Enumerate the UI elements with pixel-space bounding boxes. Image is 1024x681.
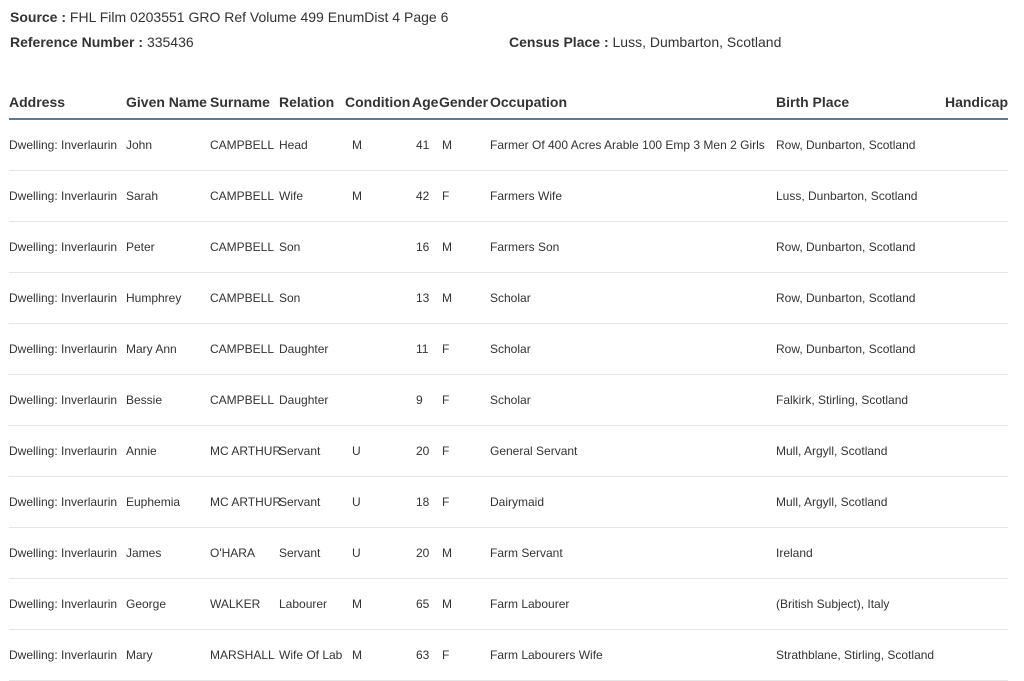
cell-occupation: Farm Labourer xyxy=(490,579,776,630)
cell-given-name: Mary Ann xyxy=(126,324,210,375)
cell-surname: MARSHALL xyxy=(210,630,279,681)
table-row xyxy=(9,222,1008,273)
census-place-line xyxy=(509,34,781,50)
cell-condition: U xyxy=(345,426,412,477)
cell-condition: M xyxy=(345,579,412,630)
cell-occupation: Scholar xyxy=(490,375,776,426)
table-row xyxy=(9,119,1008,171)
cell-birth-place: Mull, Argyll, Scotland xyxy=(776,426,938,477)
cell-age: 41 xyxy=(412,119,439,171)
table-row xyxy=(9,375,1008,426)
cell-age: 65 xyxy=(412,579,439,630)
cell-handicap xyxy=(938,579,1008,630)
cell-surname: CAMPBELL xyxy=(210,375,279,426)
cell-handicap xyxy=(938,375,1008,426)
cell-handicap xyxy=(938,171,1008,222)
cell-given-name: Annie xyxy=(126,426,210,477)
cell-condition: M xyxy=(345,630,412,681)
cell-gender: M xyxy=(439,273,490,324)
census-table xyxy=(9,85,1008,681)
cell-occupation: Farmers Wife xyxy=(490,171,776,222)
cell-handicap xyxy=(938,528,1008,579)
cell-handicap xyxy=(938,426,1008,477)
census-place-label: Census Place : xyxy=(509,34,609,50)
cell-gender: M xyxy=(439,119,490,171)
cell-condition: M xyxy=(345,119,412,171)
col-header-condition: Condition xyxy=(345,85,412,119)
cell-handicap xyxy=(938,273,1008,324)
cell-age: 16 xyxy=(412,222,439,273)
cell-occupation: General Servant xyxy=(490,426,776,477)
cell-handicap xyxy=(938,222,1008,273)
cell-condition: U xyxy=(345,528,412,579)
cell-address: Dwelling: Inverlaurin xyxy=(9,375,126,426)
cell-occupation: Dairymaid xyxy=(490,477,776,528)
cell-condition xyxy=(345,375,412,426)
cell-gender: F xyxy=(439,324,490,375)
table-body xyxy=(9,119,1008,681)
cell-condition xyxy=(345,324,412,375)
cell-relation: Labourer xyxy=(279,579,345,630)
table-row xyxy=(9,630,1008,681)
table-row xyxy=(9,426,1008,477)
source-line xyxy=(10,9,448,25)
cell-relation: Wife xyxy=(279,171,345,222)
cell-given-name: Mary xyxy=(126,630,210,681)
reference-line xyxy=(10,34,194,50)
cell-surname: CAMPBELL xyxy=(210,222,279,273)
cell-occupation: Scholar xyxy=(490,324,776,375)
cell-gender: M xyxy=(439,222,490,273)
cell-gender: M xyxy=(439,528,490,579)
cell-address: Dwelling: Inverlaurin xyxy=(9,528,126,579)
table-row xyxy=(9,324,1008,375)
cell-given-name: Peter xyxy=(126,222,210,273)
table-row xyxy=(9,273,1008,324)
col-header-occupation: Occupation xyxy=(490,85,776,119)
col-header-birth-place: Birth Place xyxy=(776,85,938,119)
cell-birth-place: Row, Dunbarton, Scotland xyxy=(776,273,938,324)
cell-relation: Daughter xyxy=(279,375,345,426)
cell-age: 20 xyxy=(412,528,439,579)
cell-condition xyxy=(345,222,412,273)
col-header-given-name: Given Name xyxy=(126,85,210,119)
cell-age: 20 xyxy=(412,426,439,477)
table-row xyxy=(9,171,1008,222)
col-header-relation: Relation xyxy=(279,85,345,119)
cell-surname: CAMPBELL xyxy=(210,119,279,171)
cell-birth-place: Mull, Argyll, Scotland xyxy=(776,477,938,528)
cell-gender: F xyxy=(439,630,490,681)
col-header-address: Address xyxy=(9,85,126,119)
cell-given-name: Sarah xyxy=(126,171,210,222)
cell-age: 63 xyxy=(412,630,439,681)
cell-age: 18 xyxy=(412,477,439,528)
cell-surname: CAMPBELL xyxy=(210,324,279,375)
cell-surname: MC ARTHUR xyxy=(210,426,279,477)
cell-address: Dwelling: Inverlaurin xyxy=(9,222,126,273)
cell-condition: U xyxy=(345,477,412,528)
cell-handicap xyxy=(938,477,1008,528)
table-row xyxy=(9,579,1008,630)
table-row xyxy=(9,528,1008,579)
reference-label: Reference Number : xyxy=(10,34,144,50)
cell-given-name: George xyxy=(126,579,210,630)
cell-relation: Son xyxy=(279,222,345,273)
cell-relation: Servant xyxy=(279,477,345,528)
cell-surname: WALKER xyxy=(210,579,279,630)
cell-birth-place: Ireland xyxy=(776,528,938,579)
cell-birth-place: Row, Dunbarton, Scotland xyxy=(776,222,938,273)
cell-gender: M xyxy=(439,579,490,630)
reference-value: 335436 xyxy=(146,34,194,50)
table-row xyxy=(9,477,1008,528)
cell-handicap xyxy=(938,119,1008,171)
cell-birth-place: Falkirk, Stirling, Scotland xyxy=(776,375,938,426)
cell-gender: F xyxy=(439,477,490,528)
census-place-value: Luss, Dumbarton, Scotland xyxy=(612,34,782,50)
cell-gender: F xyxy=(439,375,490,426)
cell-surname: CAMPBELL xyxy=(210,273,279,324)
cell-gender: F xyxy=(439,426,490,477)
cell-given-name: Euphemia xyxy=(126,477,210,528)
cell-birth-place: Luss, Dunbarton, Scotland xyxy=(776,171,938,222)
cell-condition xyxy=(345,273,412,324)
cell-gender: F xyxy=(439,171,490,222)
cell-surname: CAMPBELL xyxy=(210,171,279,222)
cell-given-name: Humphrey xyxy=(126,273,210,324)
cell-address: Dwelling: Inverlaurin xyxy=(9,273,126,324)
cell-occupation: Farm Servant xyxy=(490,528,776,579)
cell-surname: O'HARA xyxy=(210,528,279,579)
cell-age: 42 xyxy=(412,171,439,222)
cell-birth-place: (British Subject), Italy xyxy=(776,579,938,630)
cell-relation: Servant xyxy=(279,426,345,477)
cell-occupation: Farmers Son xyxy=(490,222,776,273)
cell-relation: Head xyxy=(279,119,345,171)
cell-birth-place: Row, Dunbarton, Scotland xyxy=(776,324,938,375)
cell-relation: Daughter xyxy=(279,324,345,375)
cell-condition: M xyxy=(345,171,412,222)
cell-relation: Servant xyxy=(279,528,345,579)
cell-given-name: James xyxy=(126,528,210,579)
cell-given-name: Bessie xyxy=(126,375,210,426)
source-label: Source : xyxy=(10,9,67,25)
cell-address: Dwelling: Inverlaurin xyxy=(9,579,126,630)
cell-address: Dwelling: Inverlaurin xyxy=(9,630,126,681)
cell-occupation: Farmer Of 400 Acres Arable 100 Emp 3 Men 2 Girls xyxy=(490,119,776,171)
cell-occupation: Scholar xyxy=(490,273,776,324)
table-header-row xyxy=(9,85,1008,119)
col-header-handicap: Handicap xyxy=(938,85,1008,119)
cell-age: 13 xyxy=(412,273,439,324)
cell-surname: MC ARTHUR xyxy=(210,477,279,528)
cell-relation: Son xyxy=(279,273,345,324)
cell-age: 9 xyxy=(412,375,439,426)
cell-birth-place: Strathblane, Stirling, Scotland xyxy=(776,630,938,681)
cell-relation: Wife Of Lab xyxy=(279,630,345,681)
cell-address: Dwelling: Inverlaurin xyxy=(9,324,126,375)
cell-address: Dwelling: Inverlaurin xyxy=(9,477,126,528)
cell-occupation: Farm Labourers Wife xyxy=(490,630,776,681)
cell-address: Dwelling: Inverlaurin xyxy=(9,171,126,222)
cell-handicap xyxy=(938,324,1008,375)
cell-address: Dwelling: Inverlaurin xyxy=(9,119,126,171)
cell-handicap xyxy=(938,630,1008,681)
col-header-gender: Gender xyxy=(439,85,490,119)
cell-address: Dwelling: Inverlaurin xyxy=(9,426,126,477)
source-value: FHL Film 0203551 GRO Ref Volume 499 EnumDist 4 Page 6 xyxy=(69,9,449,25)
cell-age: 11 xyxy=(412,324,439,375)
col-header-age: Age xyxy=(412,85,439,119)
cell-given-name: John xyxy=(126,119,210,171)
col-header-surname: Surname xyxy=(210,85,279,119)
cell-birth-place: Row, Dunbarton, Scotland xyxy=(776,119,938,171)
